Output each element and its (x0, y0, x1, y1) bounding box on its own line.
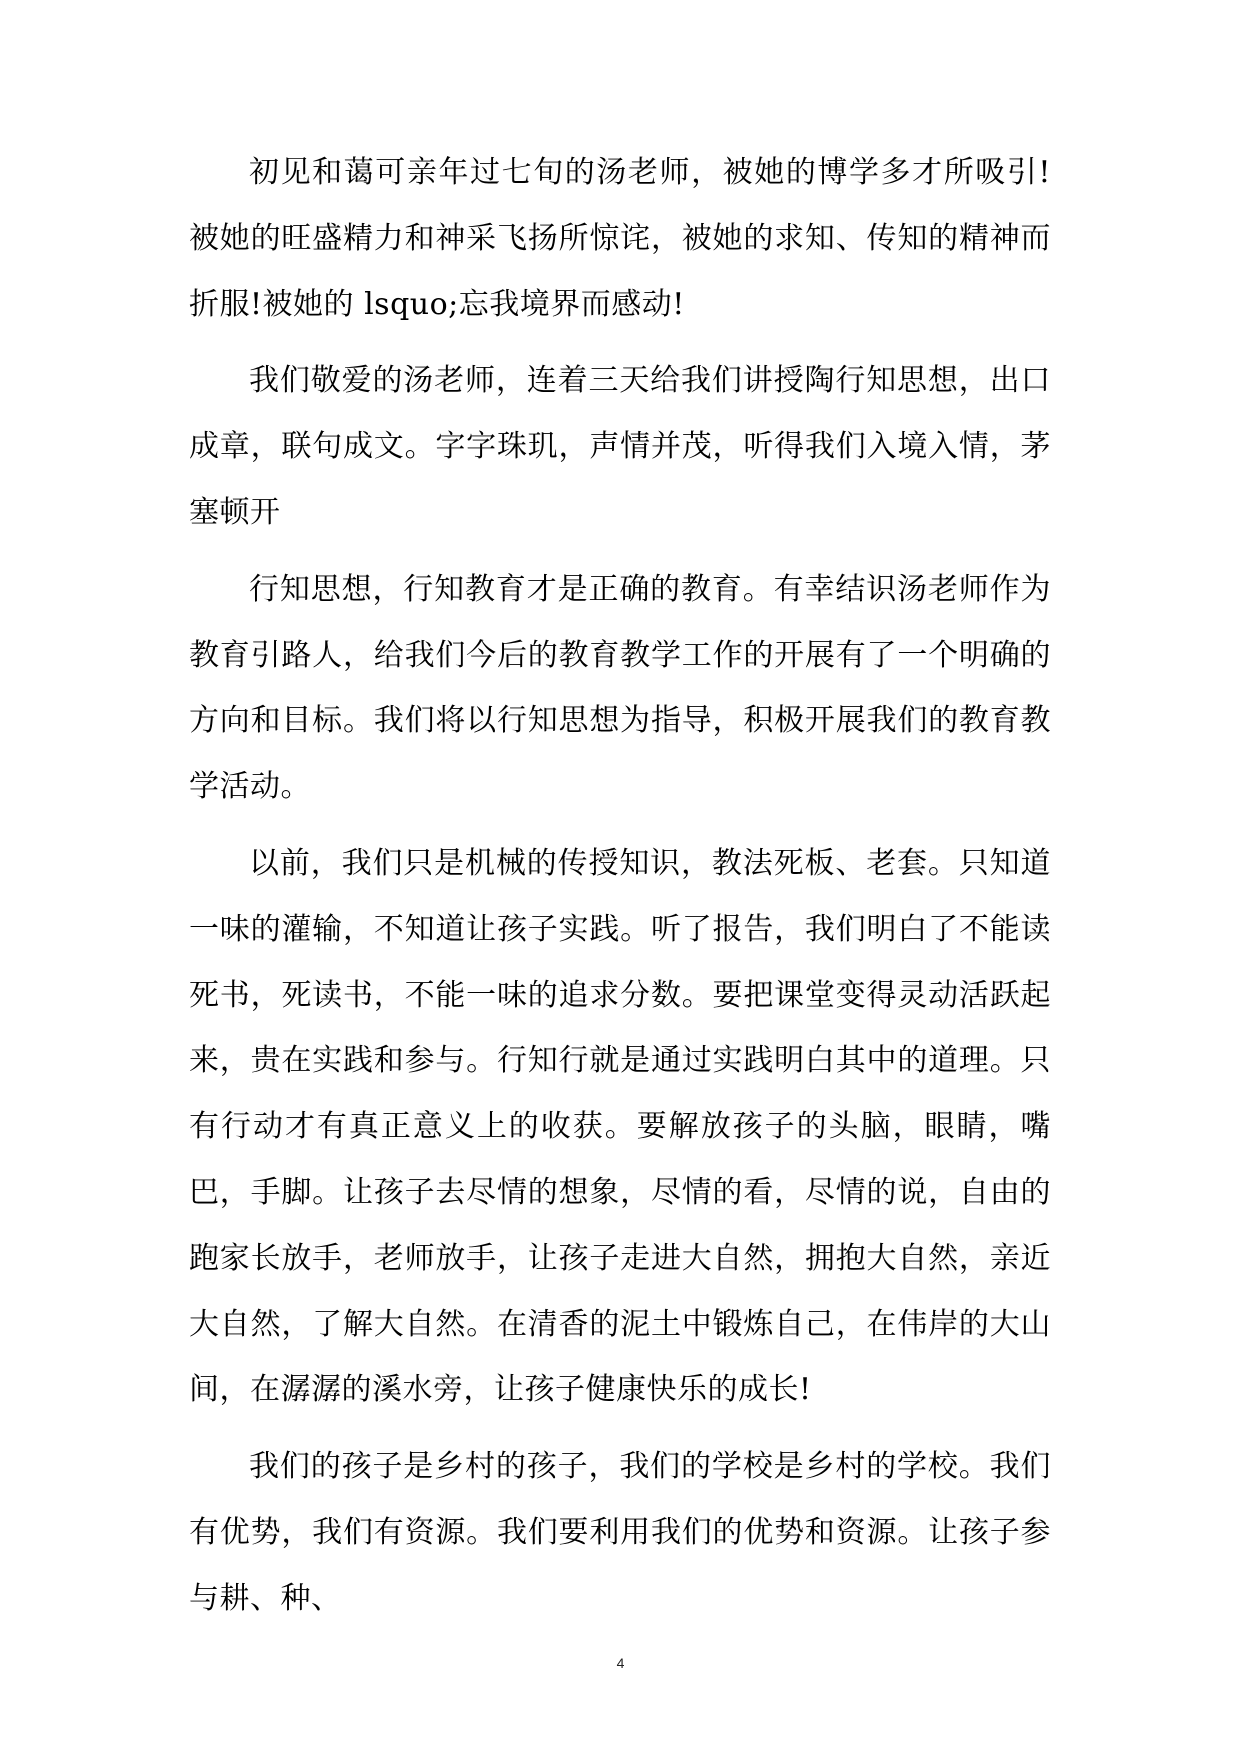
paragraph-4: 以前，我们只是机械的传授知识，教法死板、老套。只知道一味的灌输，不知道让孩子实践。听了报告，我们明白了不能读死书，死读书，不能一味的追求分数。要把课堂变得灵动活跃起来，贵在实践和参与。行知行就是通过实践明白其中的道理。只有行动才有真正意义上的收获。要解放孩子的头脑，眼睛，嘴巴，手脚。让孩子去尽情的想象，尽情的看，尽情的说，自由的跑家长放手，老师放手，让孩子走进大自然，拥抱大自然，亲近大自然，了解大自然。在清香的泥土中锻炼自己，在伟岸的大山间，在潺潺的溪水旁，让孩子健康快乐的成长! (189, 845, 1051, 1408)
document-body (189, 140, 1051, 1632)
paragraph-3: 行知思想，行知教育才是正确的教育。有幸结识汤老师作为教育引路人，给我们今后的教育教学工作的开展有了一个明确的方向和目标。我们将以行知思想为指导，积极开展我们的教育教学活动。 (189, 571, 1051, 805)
page-number: 4 (616, 1655, 625, 1671)
paragraph-2: 我们敬爱的汤老师，连着三天给我们讲授陶行知思想，出口成章，联句成文。字字珠玑，声情并茂，听得我们入境入情，茅塞顿开 (189, 363, 1051, 530)
paragraph-5: 我们的孩子是乡村的孩子，我们的学校是乡村的学校。我们有优势，我们有资源。我们要利用我们的优势和资源。让孩子参与耕、种、 (189, 1449, 1051, 1616)
paragraph-1: 初见和蔼可亲年过七旬的汤老师，被她的博学多才所吸引!被她的旺盛精力和神采飞扬所惊诧，被她的求知、传知的精神而折服!被她的 lsquo;忘我境界而感动! (189, 155, 1051, 322)
